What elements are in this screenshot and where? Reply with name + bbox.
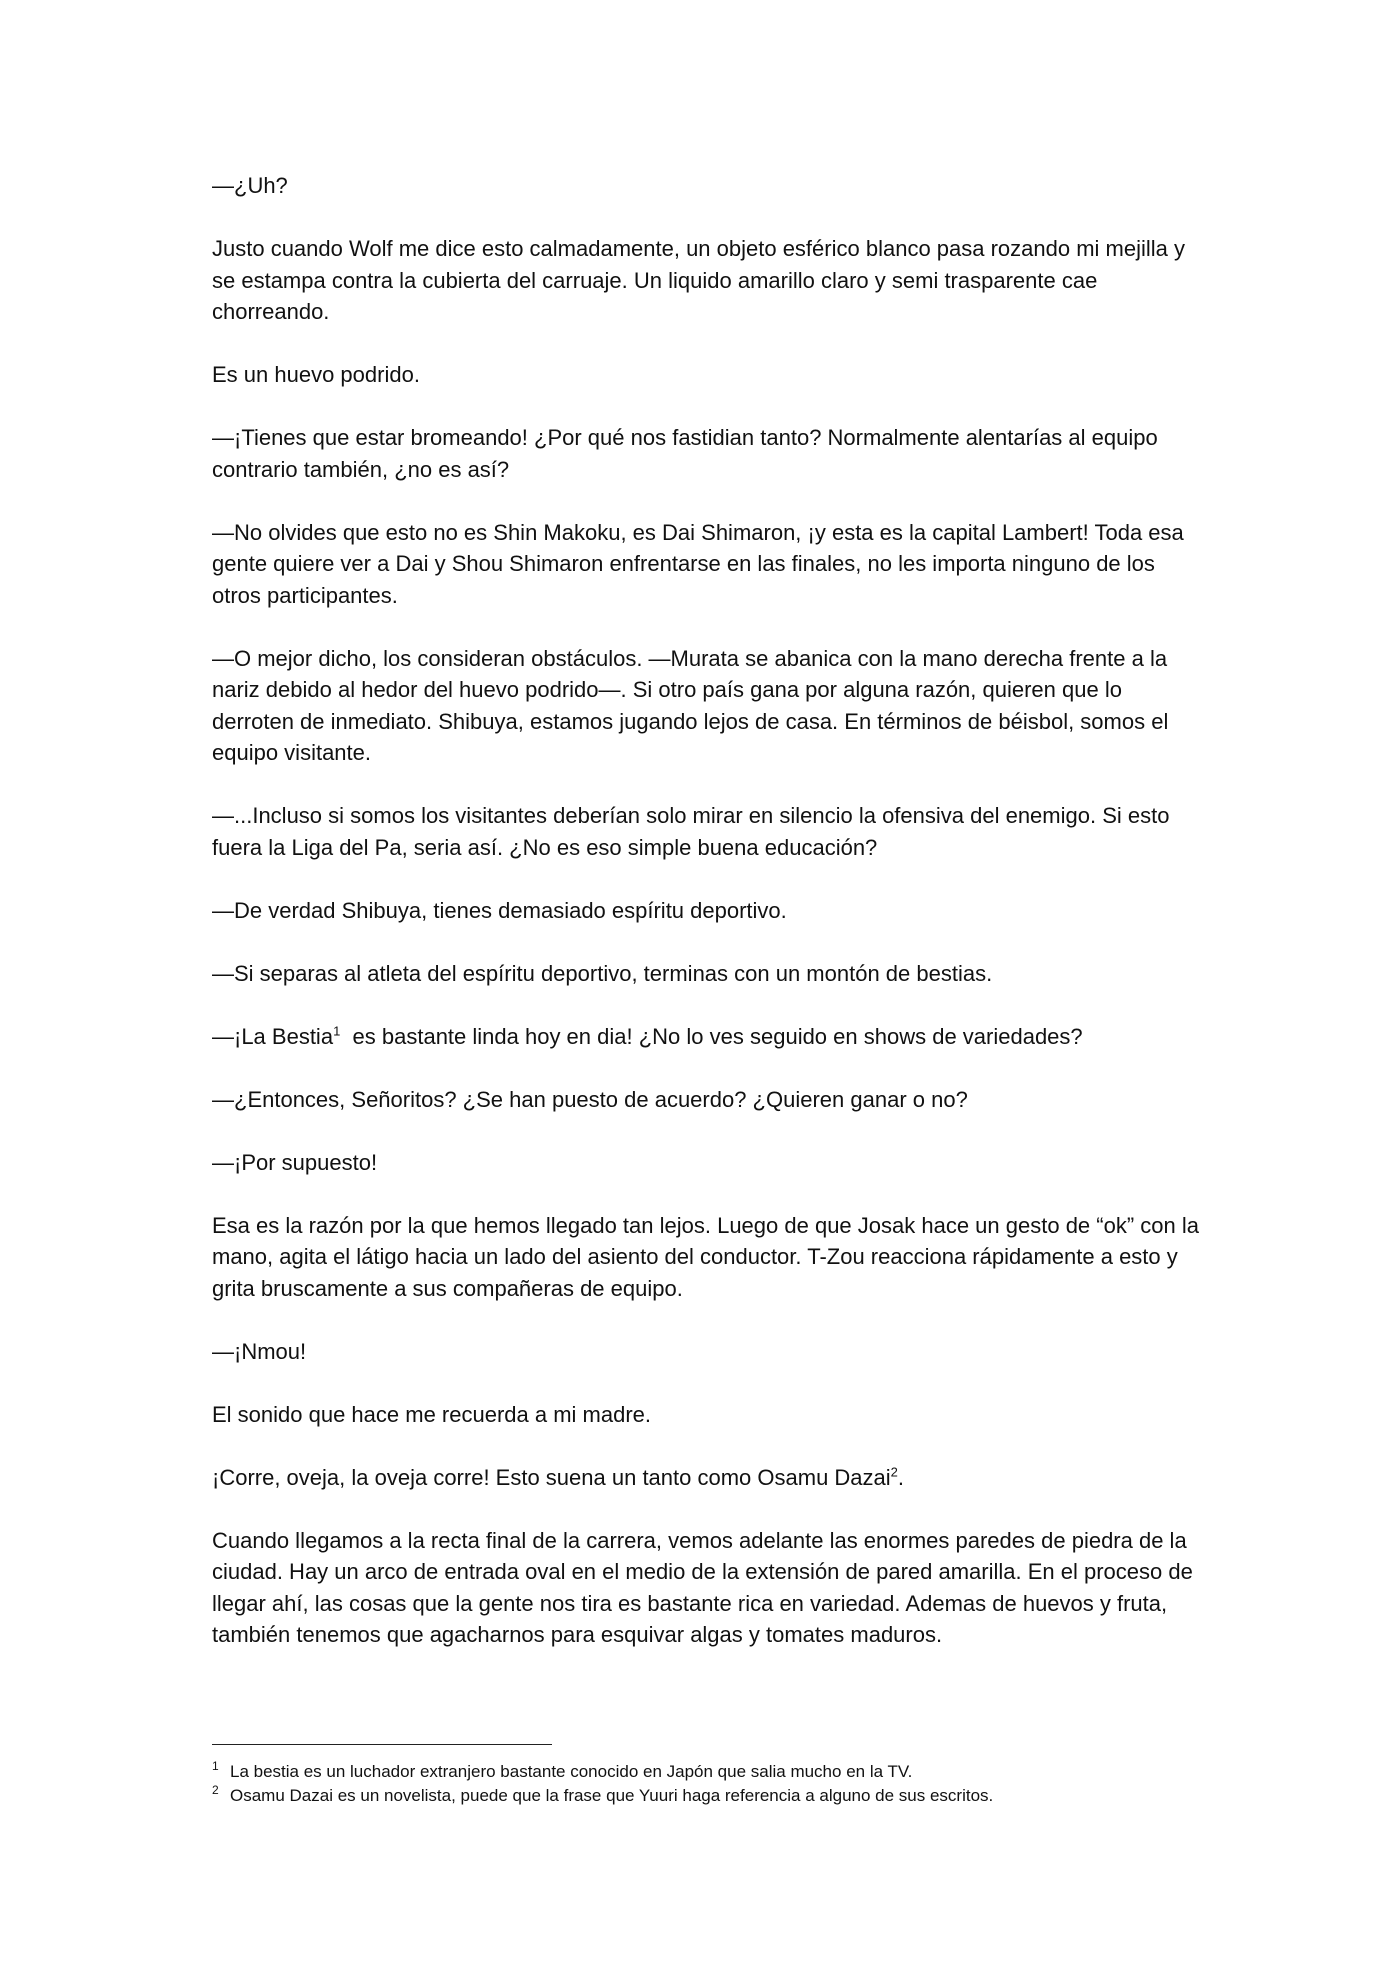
paragraph: Esa es la razón por la que hemos llegado tan lejos. Luego de que Josak hace un gesto de “ok” con la mano, agita el látigo hacia un lado del asiento del conductor. T-Zou reacciona rápidamente a esto y grita bruscamente a sus compañeras de equipo. (212, 1212, 1199, 1301)
paragraph: —Si separas al atleta del espíritu deportivo, terminas con un montón de bestias. (212, 960, 993, 986)
paragraph: —¡Tienes que estar bromeando! ¿Por qué nos fastidian tanto? Normalmente alentarías al equipo contrario también, ¿no es así? (212, 425, 1158, 482)
body-text (212, 170, 1202, 1682)
paragraph: —¡Nmou! (212, 1338, 307, 1364)
paragraph-text: —¡La Bestia (212, 1023, 334, 1049)
paragraph (212, 1462, 1202, 1494)
footnote-reference[interactable]: 2 (890, 1464, 898, 1480)
paragraph-text: . (897, 1464, 905, 1490)
paragraph-text: ¡Corre, oveja, la oveja corre! Esto suena un tanto como Osamu Dazai (212, 1464, 891, 1490)
footnote-separator (212, 1744, 552, 1745)
paragraph: —¡Por supuesto! (212, 1149, 378, 1175)
paragraph: —No olvides que esto no es Shin Makoku, es Dai Shimaron, ¡y esta es la capital Lambert! Toda esa gente quiere ver a Dai y Shou Shimaron enfrentarse en las finales, no les importa ninguno de los otros participantes. (212, 519, 1184, 608)
paragraph: —¿Entonces, Señoritos? ¿Se han puesto de acuerdo? ¿Quieren ganar o no? (212, 1086, 968, 1112)
paragraph: El sonido que hace me recuerda a mi madre. (212, 1401, 652, 1427)
footnote-text: Osamu Dazai es un novelista, puede que la frase que Yuuri haga referencia a alguno de sus escritos. (230, 1786, 994, 1805)
paragraph: Cuando llegamos a la recta final de la carrera, vemos adelante las enormes paredes de piedra de la ciudad. Hay un arco de entrada oval en el medio de la extensión de pared amarilla. En el proceso de llegar ahí, las cosas que la gente nos tira es bastante rica en variedad. Ademas de huevos y fruta, también tenemos que agacharnos para esquivar algas y tomates maduros. (212, 1527, 1193, 1647)
paragraph-text: es bastante linda hoy en dia! ¿No lo ves seguido en shows de variedades? (340, 1023, 1083, 1049)
footnote-text: La bestia es un luchador extranjero bastante conocido en Japón que salia mucho en la TV. (230, 1762, 913, 1781)
footnotes (212, 1760, 1212, 1808)
paragraph: Es un huevo podrido. (212, 362, 420, 387)
footnote: 1 La bestia es un luchador extranjero bastante conocido en Japón que salia mucho en la TV. (212, 1759, 913, 1781)
footnote-reference[interactable]: 1 (333, 1023, 341, 1039)
paragraph: —O mejor dicho, los consideran obstáculos. —Murata se abanica con la mano derecha frente a la nariz debido al hedor del huevo podrido—. Si otro país gana por alguna razón, quieren que lo derroten de inmediato. Shibuya, estamos jugando lejos de casa. En términos de béisbol, somos el equipo visitante. (212, 645, 1169, 765)
paragraph: —...Incluso si somos los visitantes deberían solo mirar en silencio la ofensiva del enemigo. Si esto fuera la Liga del Pa, seria así. ¿No es eso simple buena educación? (212, 803, 1170, 860)
paragraph: —De verdad Shibuya, tienes demasiado espíritu deportivo. (212, 897, 787, 923)
paragraph: Justo cuando Wolf me dice esto calmadamente, un objeto esférico blanco pasa rozando mi mejilla y se estampa contra la cubierta del carruaje. Un liquido amarillo claro y semi trasparente cae chorreando. (212, 236, 1186, 324)
paragraph: —¿Uh? (212, 173, 288, 198)
paragraph (212, 1021, 1202, 1053)
footnote: 2 Osamu Dazai es un novelista, puede que la frase que Yuuri haga referencia a alguno de sus escritos. (212, 1783, 994, 1805)
